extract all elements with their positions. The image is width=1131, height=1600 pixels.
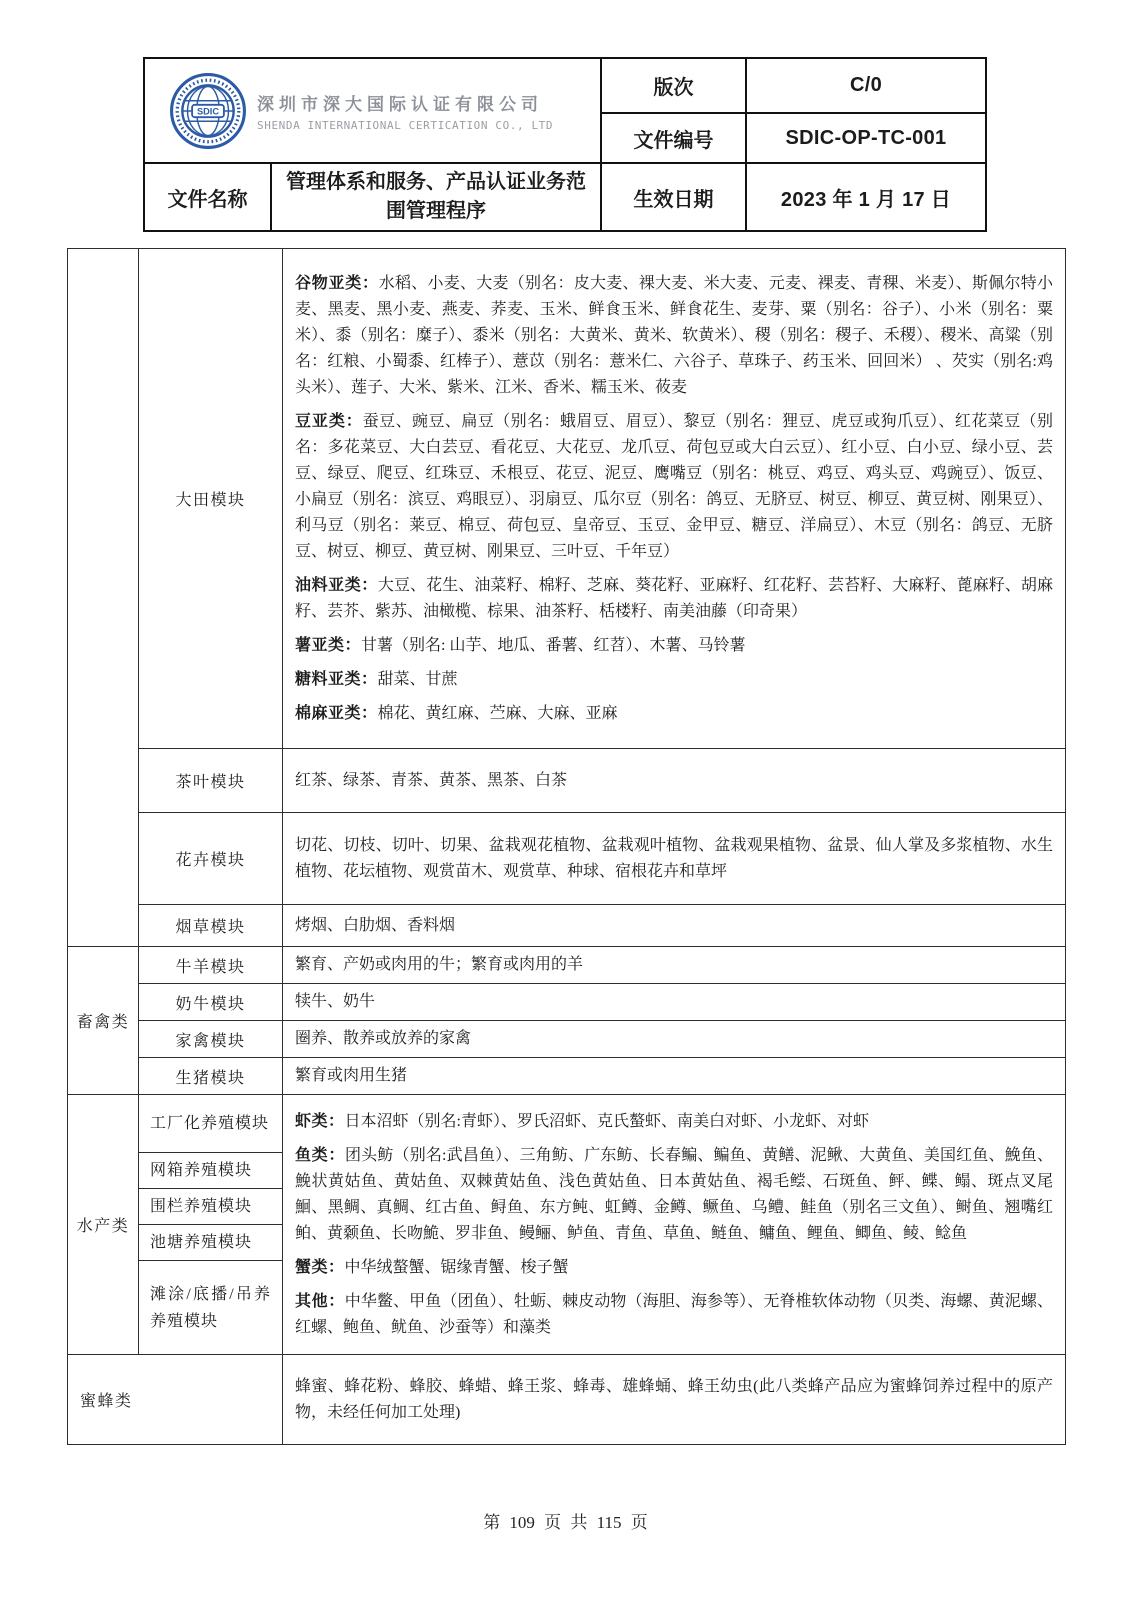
doc-name-value: 管理体系和服务、产品认证业务范围管理程序: [271, 163, 601, 231]
company-name-block: [257, 90, 553, 132]
subclass-label: 鱼类：: [295, 1146, 346, 1164]
content-tea: 红茶、绿茶、青茶、黄茶、黑茶、白茶: [283, 749, 1066, 813]
subclass-text: 日本沼虾（别名:青虾）、罗氏沼虾、克氏螯虾、南美白对虾、小龙虾、对虾: [344, 1112, 869, 1130]
module-mudflat-farming: 滩涂/底播/吊养养殖模块: [139, 1261, 283, 1355]
logo-cell: [144, 58, 601, 163]
module-cattle-sheep: 牛羊模块: [139, 947, 283, 984]
paragraph-sugar: [295, 667, 1053, 693]
category-cell-bee: 蜜蜂类: [68, 1355, 283, 1445]
content-datian: [283, 249, 1066, 749]
subclass-label: 糖料亚类：: [295, 670, 378, 688]
content-poultry: 圈养、散养或放养的家禽: [283, 1021, 1066, 1058]
module-factory-farming: 工厂化养殖模块: [139, 1095, 283, 1153]
company-emblem-icon: [169, 72, 247, 150]
effective-date-value: 2023 年 1 月 17 日: [746, 163, 986, 231]
subclass-text: 中华鳖、甲鱼（团鱼）、牡蛎、棘皮动物（海胆、海参等）、无脊椎软体动物（贝类、海螺、黄泥螺、红螺、鲍鱼、鱿鱼、沙蚕等）和藻类: [295, 1292, 1053, 1336]
subclass-text: 团头鲂（别名:武昌鱼）、三角鲂、广东鲂、长春鳊、鳊鱼、黄鳝、泥鳅、大黄鱼、美国红鱼、鮸鱼、鮸状黄姑鱼、黄姑鱼、双棘黄姑鱼、浅色黄姑鱼、日本黄姑鱼、褐毛鲿、石斑鱼、鲆、鲽、鳎、斑点叉尾鮰、黑鲷、真鲷、红古鱼、鲟鱼、东方鲀、虹鳟、金鳟、鳜鱼、乌鳢、鲑鱼（别名三文鱼）、鲥鱼、翘嘴红鲌、黄颡鱼、长吻鮠、罗非鱼、鳗鲡、鲈鱼、青鱼、草鱼、鲢鱼、鳙鱼、鲤鱼、鲫鱼、鲮、鲶鱼: [295, 1146, 1053, 1242]
doc-no-label: 文件编号: [601, 113, 746, 163]
paragraph-bean: [295, 409, 1053, 565]
doc-name-label: 文件名称: [144, 163, 271, 231]
module-pig: 生猪模块: [139, 1058, 283, 1095]
subclass-text: 中华绒螯蟹、锯缘青蟹、梭子蟹: [344, 1258, 569, 1276]
doc-no-value: SDIC-OP-TC-001: [746, 113, 986, 163]
document-header-table: [143, 57, 987, 232]
category-cell-aquatic: 水产类: [68, 1095, 139, 1355]
module-poultry: 家禽模块: [139, 1021, 283, 1058]
paragraph-shrimp: [295, 1109, 1053, 1135]
emblem-text: SDIC: [196, 106, 220, 117]
paragraph-crab: [295, 1255, 1053, 1281]
subclass-label: 薯亚类：: [295, 636, 362, 654]
category-cell-planting: [68, 249, 139, 947]
category-cell-livestock: 畜禽类: [68, 947, 139, 1095]
company-name-en: SHENDA INTERNATIONAL CERTICATION CO., LTD: [257, 118, 554, 132]
module-dairy: 奶牛模块: [139, 984, 283, 1021]
module-tobacco: 烟草模块: [139, 905, 283, 947]
subclass-label: 豆亚类：: [295, 412, 363, 430]
subclass-label: 虾类：: [295, 1112, 345, 1130]
version-label: 版次: [601, 58, 746, 113]
subclass-label: 谷物亚类：: [295, 274, 379, 292]
subclass-label: 其他：: [295, 1292, 345, 1310]
version-value: C/0: [746, 58, 986, 113]
content-cattle-sheep: 繁育、产奶或肉用的牛；繁育或肉用的羊: [283, 947, 1066, 984]
paragraph-other: [295, 1289, 1053, 1341]
page-number: 第 109 页 共 115 页: [483, 1513, 648, 1532]
module-pen-farming: 围栏养殖模块: [139, 1189, 283, 1225]
module-cage-farming: 网箱养殖模块: [139, 1153, 283, 1189]
subclass-text: 大豆、花生、油菜籽、棉籽、芝麻、葵花籽、亚麻籽、红花籽、芸苔籽、大麻籽、蓖麻籽、胡麻籽、芸芥、紫苏、油橄榄、棕果、油茶籽、栝楼籽、南美油藤（印奇果）: [295, 576, 1053, 620]
paragraph-fish: [295, 1143, 1053, 1247]
content-aquatic: [283, 1095, 1066, 1355]
module-flower: 花卉模块: [139, 813, 283, 905]
subclass-text: 甘薯（别名: 山芋、地瓜、番薯、红苕）、木薯、马铃薯: [361, 636, 746, 654]
paragraph-cotton-hemp: [295, 701, 1053, 727]
module-pond-farming: 池塘养殖模块: [139, 1225, 283, 1261]
content-dairy: 犊牛、奶牛: [283, 984, 1066, 1021]
company-name-cn: 深圳市深大国际认证有限公司: [257, 94, 543, 114]
paragraph-tuber: [295, 633, 1053, 659]
module-datian: 大田模块: [139, 249, 283, 749]
subclass-text: 蚕豆、豌豆、扁豆（别名：蛾眉豆、眉豆）、黎豆（别名：狸豆、虎豆或狗爪豆）、红花菜豆（别名：多花菜豆、大白芸豆、看花豆、大花豆、龙爪豆、荷包豆或大白云豆）、红小豆、白小豆、绿小豆、芸豆、绿豆、爬豆、红珠豆、禾根豆、花豆、泥豆、鹰嘴豆（别名：桃豆、鸡豆、鸡头豆、鸡豌豆）、饭豆、小扁豆（别名：滨豆、鸡眼豆）、羽扇豆、瓜尔豆（别名：鸽豆、无脐豆、树豆、柳豆、黄豆树、刚果豆）、利马豆（别名：莱豆、棉豆、荷包豆、皇帝豆、玉豆、金甲豆、糖豆、洋扁豆）、木豆（别名：鸽豆、无脐豆、树豆、柳豆、黄豆树、刚果豆、三叶豆、千年豆）: [295, 412, 1053, 560]
certification-scope-table: [67, 248, 1066, 1445]
content-flower: 切花、切枝、切叶、切果、盆栽观花植物、盆栽观叶植物、盆栽观果植物、盆景、仙人掌及多浆植物、水生植物、花坛植物、观赏苗木、观赏草、种球、宿根花卉和草坪: [283, 813, 1066, 905]
subclass-label: 油料亚类：: [295, 576, 378, 594]
paragraph-cereal: [295, 271, 1053, 401]
subclass-label: 蟹类：: [295, 1258, 345, 1276]
content-bee: 蜂蜜、蜂花粉、蜂胶、蜂蜡、蜂王浆、蜂毒、雄蜂蛹、蜂王幼虫(此八类蜂产品应为蜜蜂饲养过程中的原产物，未经任何加工处理): [283, 1355, 1066, 1445]
subclass-text: 水稻、小麦、大麦（别名：皮大麦、裸大麦、米大麦、元麦、裸麦、青稞、米麦）、斯佩尔特小麦、黑麦、黑小麦、燕麦、荞麦、玉米、鲜食玉米、鲜食花生、麦芽、粟（别名：谷子）、小米（别名：粟米）、黍（别名：糜子）、黍米（别名：大黄米、黄米、软黄米）、稷（别名：稷子、禾稷）、稷米、高粱（别名：红粮、小蜀黍、红棒子）、薏苡（别名：薏米仁、六谷子、草珠子、药玉米、回回米） 、芡实（别名:鸡头米）、莲子、大米、紫米、江米、香米、糯玉米、莜麦: [295, 274, 1053, 396]
module-tea: 茶叶模块: [139, 749, 283, 813]
paragraph-oil: [295, 573, 1053, 625]
effective-date-label: 生效日期: [601, 163, 746, 231]
subclass-text: 棉花、黄红麻、苎麻、大麻、亚麻: [377, 704, 618, 722]
subclass-label: 棉麻亚类：: [295, 704, 378, 722]
content-pig: 繁育或肉用生猪: [283, 1058, 1066, 1095]
content-tobacco: 烤烟、白肋烟、香料烟: [283, 905, 1066, 947]
subclass-text: 甜菜、甘蔗: [377, 670, 458, 688]
